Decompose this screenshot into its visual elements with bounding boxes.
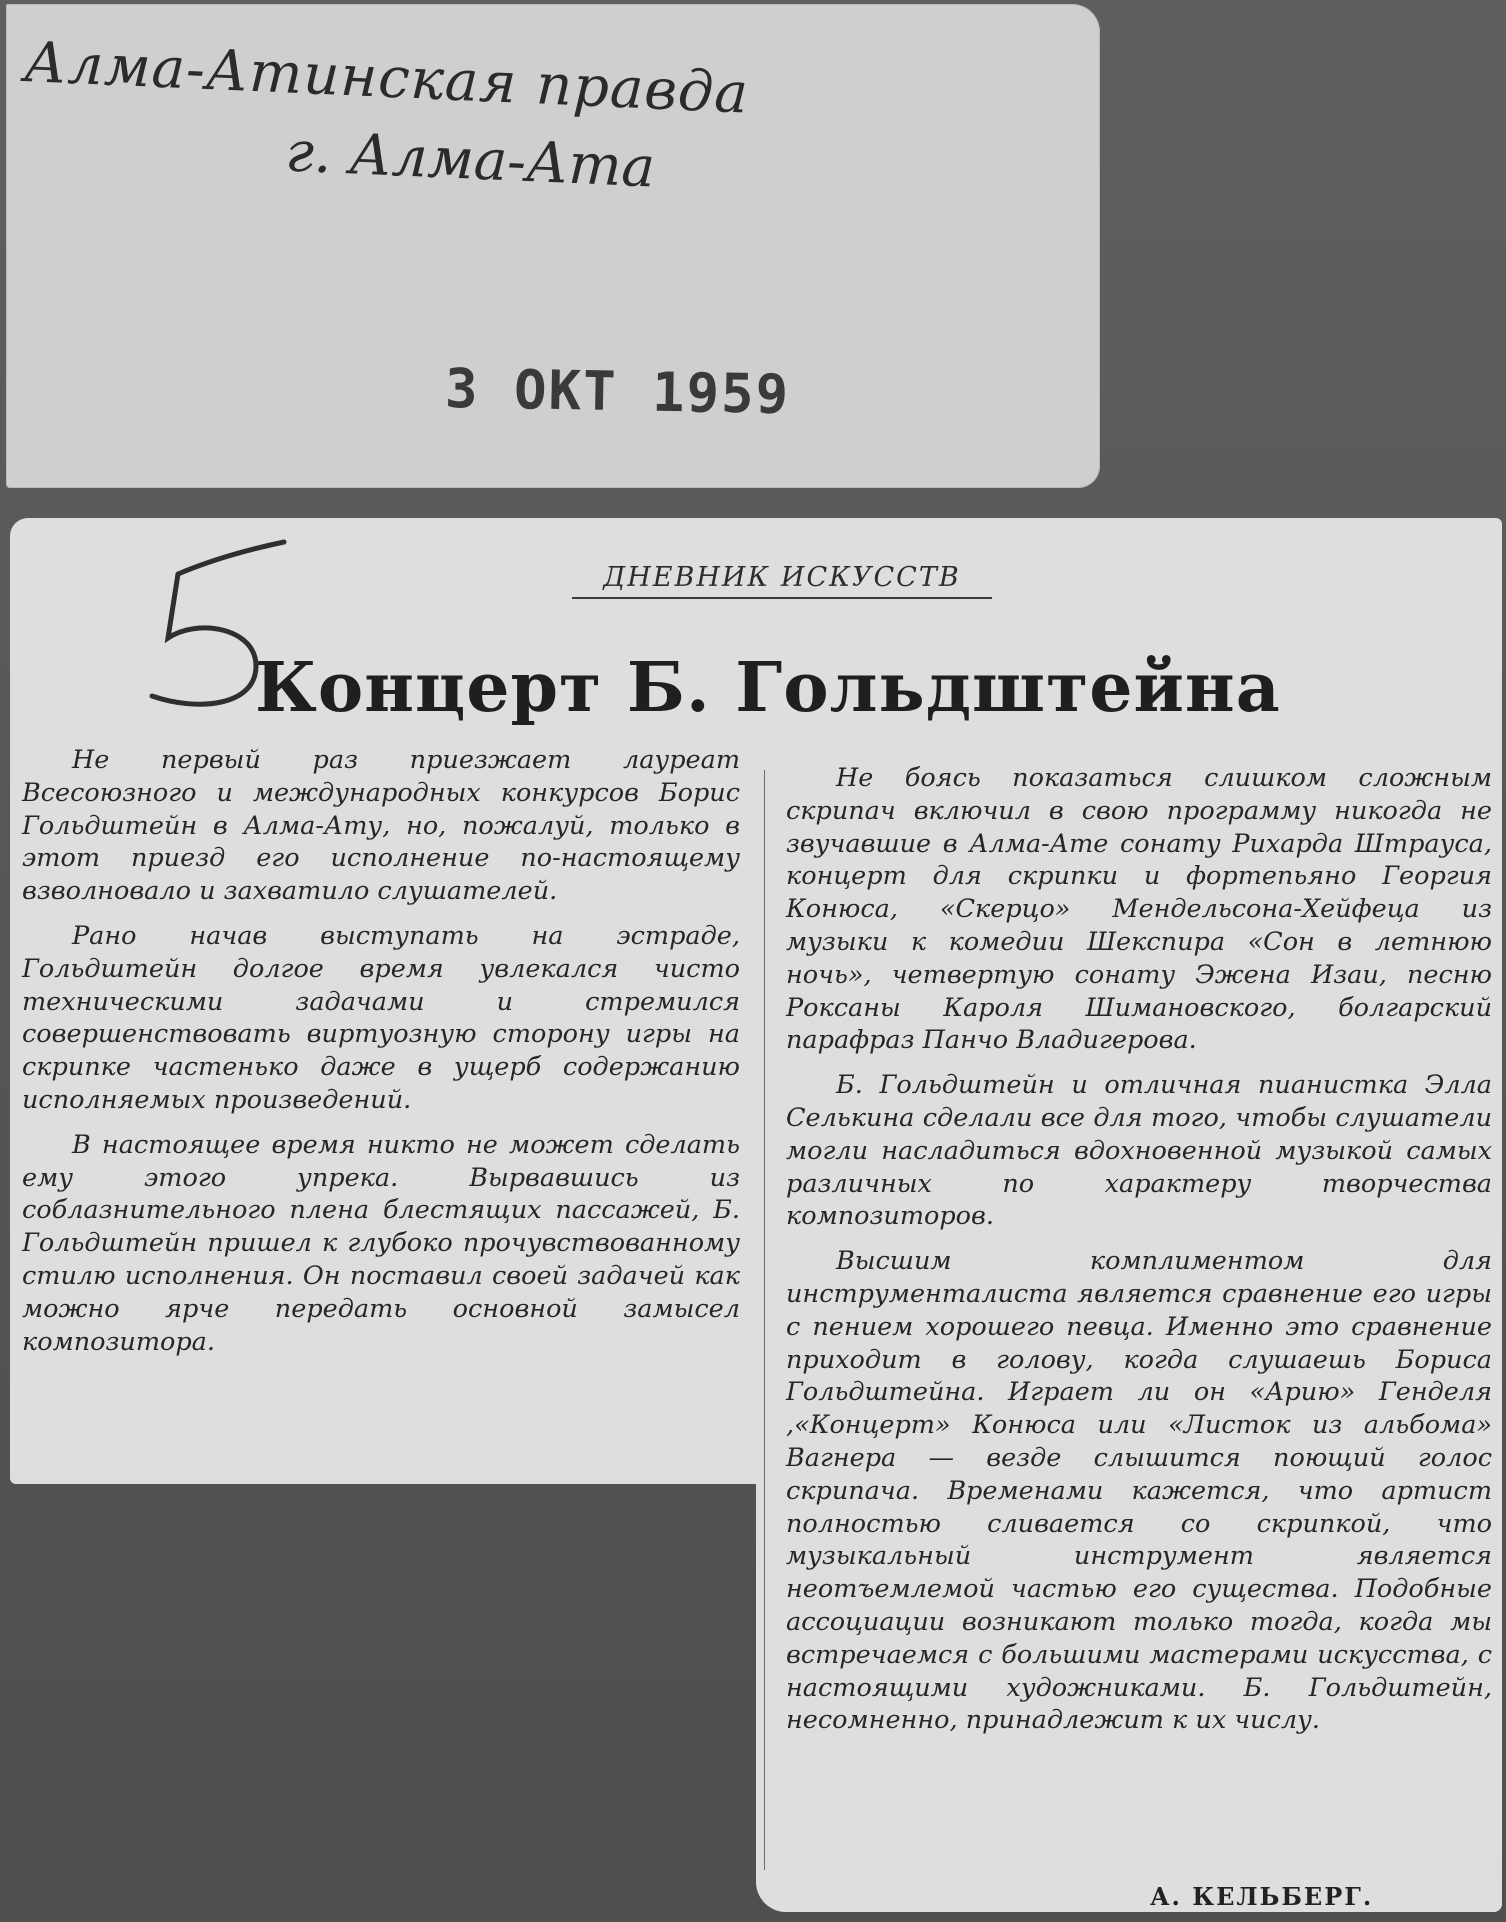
article-headline: Концерт Б. Гольдштейна (255, 648, 1281, 728)
paragraph: Б. Гольдштейн и отличная пианистка Элла Селькина сделали все для того, чтобы слушатели могли насладиться вдохновенной музыкой самых различных по характеру творчества композиторов. (786, 1070, 1492, 1232)
handwritten-newspaper-name: Алма-Атинская правда (22, 29, 751, 127)
article-left-column (22, 744, 740, 1370)
paragraph: Высшим комплиментом для инструменталиста является сравнение его игры с пением хорошего певца. Именно это сравнение приходит в голову, когда слушаешь Бориса Гольдштейна. Играет ли он «Арию» Генделя ,«Концерт» Конюса или «Листок из альбома» Вагнера — везде слышится поющий голос скрипача. Временами кажется, что артист полностью сливается со скрипкой, что музыкальный инструмент является неотъемлемой частью его существа. Подобные ассоциации возникают только тогда, когда мы встречаемся с большими мастерами искусства, с настоящими художниками. Б. Гольдштейн, несомненно, принадлежит к их числу. (786, 1246, 1492, 1736)
paragraph: Не боясь показаться слишком сложным скрипач включил в свою программу никогда не звучавшие в Алма-Ате сонату Рихарда Штрауса, концерт для скрипки и фортепьяно Георгия Конюса, «Скерцо» Мендельсона-Хейфеца из музыки к комедии Шекспира «Сон в летнюю ночь», четвертую сонату Эжена Изаи, песню Роксаны Кароля Шимановского, болгарский парафраз Панчо Владигерова. (786, 763, 1492, 1056)
handwritten-city: г. Алма-Ата (284, 119, 657, 201)
paragraph: Не первый раз приезжает лауреат Всесоюзного и международных конкурсов Борис Гольдштейн в Алма-Ату, но, пожалуй, только в этот приезд его исполнение по-настоящему взволновало и захватило слушателей. (22, 745, 740, 907)
paragraph: Рано начав выступать на эстраде, Гольдштейн долгое время увлекался чисто техническими задачами и стремился совершенствовать виртуозную сторону игры на скрипке частенько даже в ущерб содержанию исполняемых произведений. (22, 920, 740, 1115)
handwritten-source-note (19, 24, 1065, 225)
author-signature: А. КЕЛЬБЕРГ. (1150, 1882, 1374, 1911)
paragraph: В настоящее время никто не может сделать ему этого упрека. Вырвавшись из соблазнительного плена блестящих пассажей, Б. Гольдштейн пришел к глубоко прочувствованному стилю исполнения. Он поставил своей задачей как можно ярче передать основной замысел композитора. (22, 1129, 740, 1357)
article-right-column (786, 762, 1492, 1749)
date-stamp: 3 ОКТ 1959 (444, 356, 791, 427)
rubric-heading: ДНЕВНИК ИСКУССТВ (572, 562, 992, 599)
column-divider (764, 770, 765, 1870)
